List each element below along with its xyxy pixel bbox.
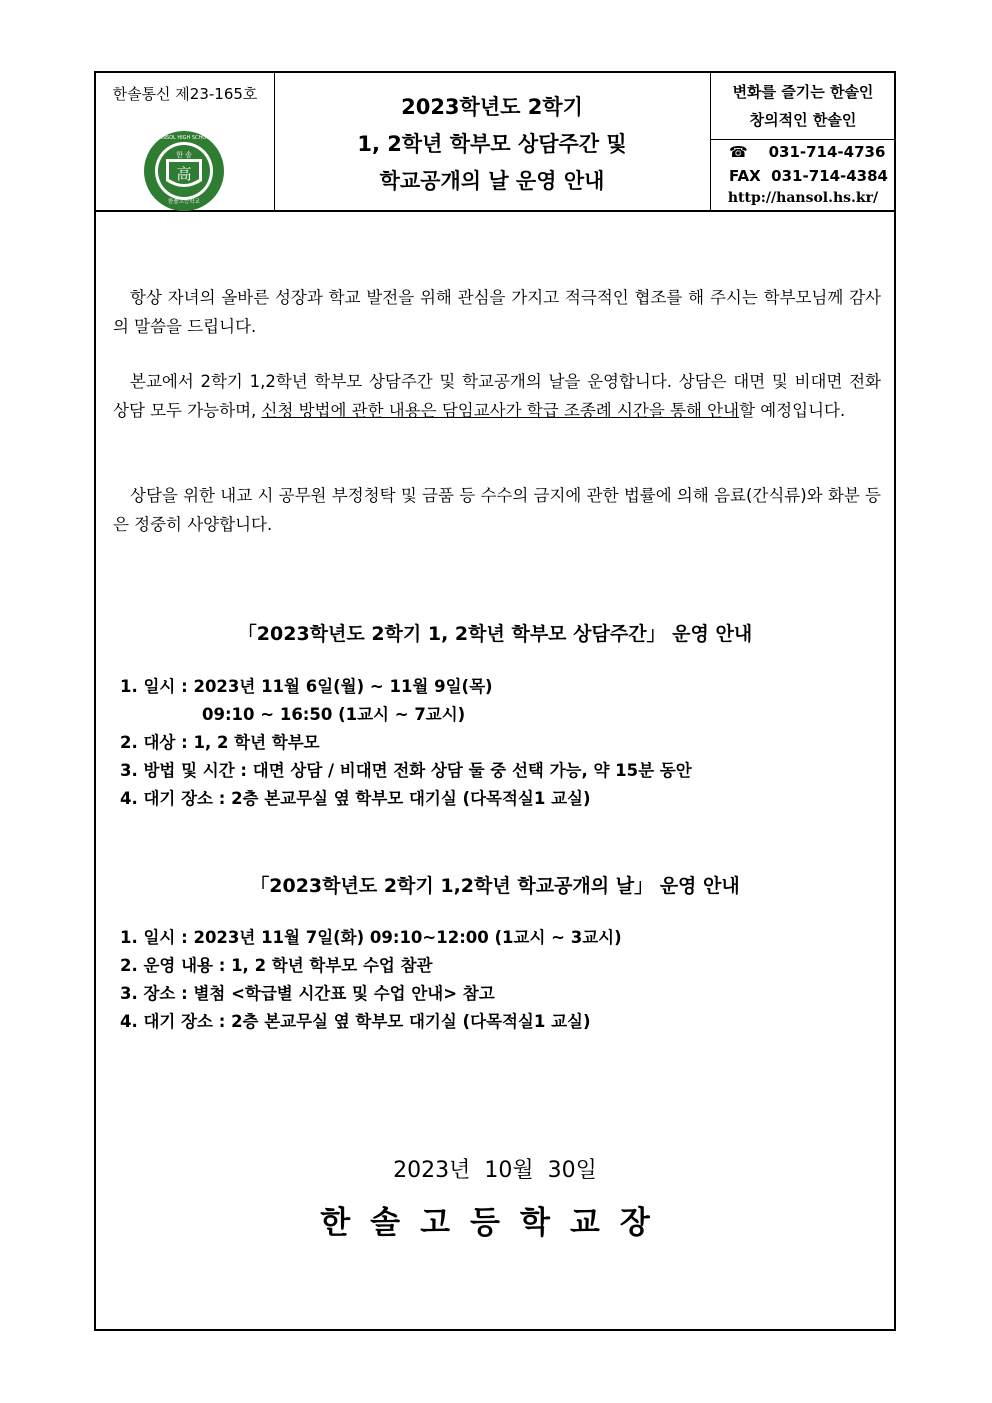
logo-bottom-text: 한솔고등학교 (168, 199, 200, 205)
intro-p2-underlined: 신청 방법에 관한 내용은 담임교사가 학급 조종례 시간을 통해 안내 (261, 401, 740, 420)
letterhead (96, 73, 894, 212)
issue-number: 한솔통신 제23-165호 (112, 85, 258, 103)
title-line-3: 학교공개의 날 운영 안내 (379, 169, 605, 193)
section2-item-2: 2. 운영 내용 : 1, 2 학년 학부모 수업 참관 (120, 956, 433, 975)
section2-item-1: 1. 일시 : 2023년 11월 7일(화) 09:10~12:00 (1교시 ~ 3교시) (120, 928, 622, 947)
section2-item-4: 4. 대기 장소 : 2층 본교무실 옆 학부모 대기실 (다목적실1 교실) (120, 1012, 591, 1031)
slogan-box (711, 73, 895, 140)
logo-center-char: 高 (176, 165, 192, 183)
school-principal: 한솔고등학교장 (320, 1205, 670, 1241)
fax-line (729, 167, 888, 185)
slogan-2: 창의적인 한솔인 (749, 111, 857, 129)
school-url[interactable]: http://hansol.hs.kr/ (727, 190, 879, 206)
section1-item-1-time: 09:10 ~ 16:50 (1교시 ~ 7교시) (202, 705, 466, 724)
intro-p2-text-a: 본교에서 2학기 1,2학년 학부모 상담주간 및 학교공개의 날을 운영합니다. 상담은 대면 및 비대면 전화 상담 모두 가능하며, (113, 372, 881, 420)
section1-item-3: 3. 방법 및 시간 : 대면 상담 / 비대면 전화 상담 둘 중 선택 가능, 약 15분 동안 (120, 761, 692, 780)
fax-number: 031-714-4384 (771, 167, 888, 185)
slogan-1: 변화를 즐기는 한솔인 (732, 83, 874, 101)
title-line-1: 2023학년도 2학기 (401, 95, 583, 119)
letterhead-left (96, 73, 275, 210)
phone-number: 031-714-4736 (768, 143, 886, 161)
section2-title: 「2023학년도 2학기 1,2학년 학교공개의 날」 운영 안내 (250, 875, 740, 897)
document-frame (94, 71, 896, 1331)
logo-top-text: 한 솔 (176, 151, 192, 159)
logo-ring-text: HANSOL HIGH SCHOOL (155, 135, 213, 141)
intro-paragraph-1: 항상 자녀의 올바른 성장과 학교 발전을 위해 관심을 가지고 적극적인 협조를 해 주시는 학부모님께 감사의 말씀을 드립니다. (113, 288, 881, 336)
letterhead-right (710, 73, 895, 210)
fax-label: FAX (729, 167, 761, 185)
section1-item-1: 1. 일시 : 2023년 11월 6일(월) ~ 11월 9일(목) (120, 677, 493, 696)
section1-title: 「2023학년도 2학기 1, 2학년 학부모 상담주간」 운영 안내 (237, 623, 753, 645)
section1-item-4: 4. 대기 장소 : 2층 본교무실 옆 학부모 대기실 (다목적실1 교실) (120, 789, 591, 808)
letterhead-title (274, 73, 710, 210)
phone-icon: ☎ (729, 143, 748, 161)
section2-item-3: 3. 장소 : 별첨 <학급별 시간표 및 수업 안내> 참고 (120, 984, 495, 1003)
title-line-2: 1, 2학년 학부모 상담주간 및 (357, 132, 627, 156)
school-logo-icon (142, 129, 226, 213)
phone-line (729, 143, 885, 161)
intro-paragraph-2 (113, 367, 881, 425)
section1-item-2: 2. 대상 : 1, 2 학년 학부모 (120, 733, 320, 752)
intro-p2-text-b: 할 예정입니다. (739, 401, 846, 420)
issue-date: 2023년 10월 30일 (393, 1158, 597, 1183)
intro-paragraph-3: 상담을 위한 내교 시 공무원 부정청탁 및 금품 등 수수의 금지에 관한 법률에 의해 음료(간식류)와 화분 등은 정중히 사양합니다. (113, 486, 881, 534)
